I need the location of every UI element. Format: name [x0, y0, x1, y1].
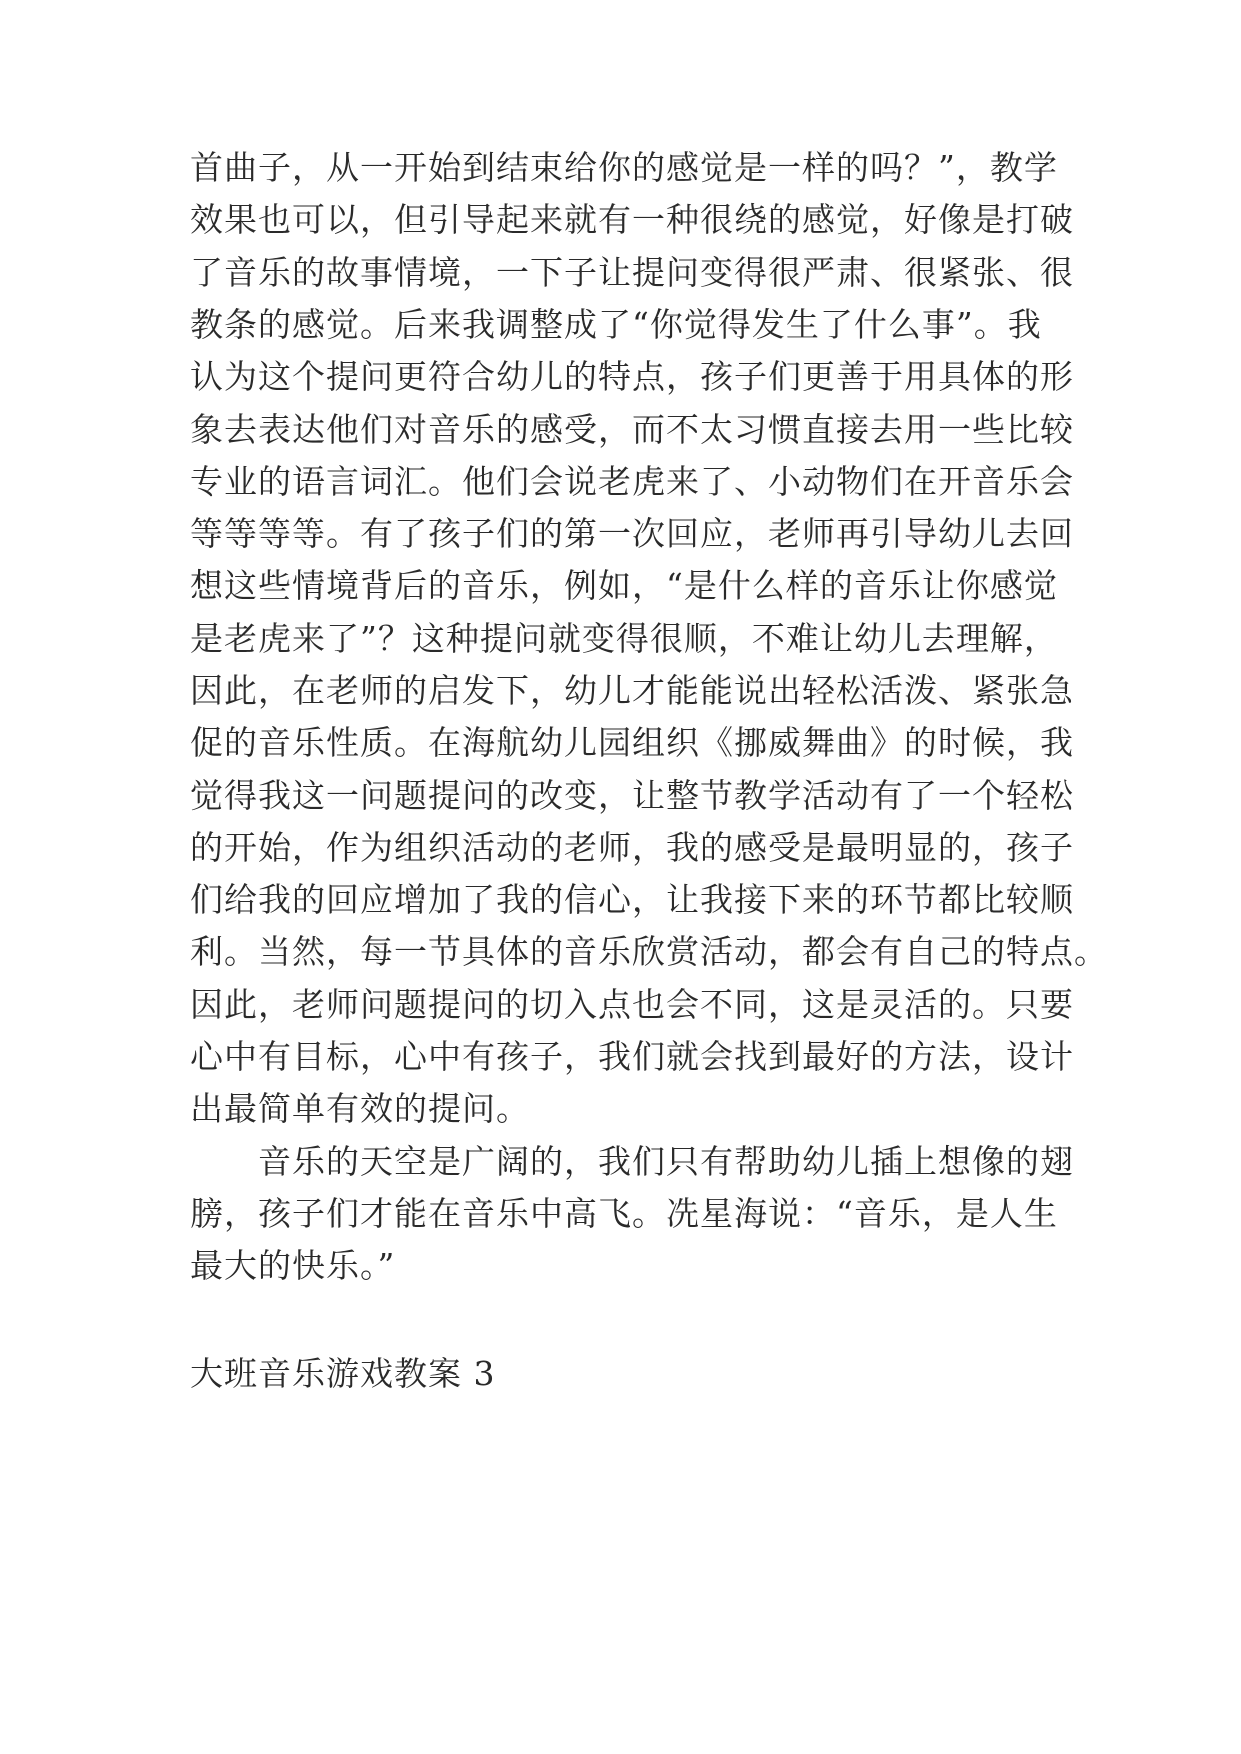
paragraph-line: 促的音乐性质。在海航幼儿园组织《挪威舞曲》的时候，我	[190, 723, 1074, 762]
paragraph-line: 膀，孩子们才能在音乐中高飞。冼星海说：“音乐，是人生	[190, 1194, 1058, 1233]
paragraph-line: 因此，在老师的启发下，幼儿才能能说出轻松活泼、紧张急	[190, 671, 1074, 710]
paragraph-line: 心中有目标，心中有孩子，我们就会找到最好的方法，设计	[190, 1037, 1074, 1076]
paragraph-line: 觉得我这一问题提问的改变，让整节教学活动有了一个轻松	[190, 776, 1074, 815]
paragraph-line: 教条的感觉。后来我调整成了“你觉得发生了什么事”。我	[190, 305, 1042, 344]
section-heading: 大班音乐游戏教案 3	[190, 1354, 496, 1393]
paragraph-line: 的开始，作为组织活动的老师，我的感受是最明显的，孩子	[190, 828, 1074, 867]
paragraph-line: 是老虎来了”？这种提问就变得很顺，不难让幼儿去理解，	[190, 619, 1058, 658]
paragraph-line: 最大的快乐。”	[190, 1246, 396, 1285]
paragraph-line: 们给我的回应增加了我的信心，让我接下来的环节都比较顺	[190, 880, 1074, 919]
paragraph-line: 等等等等。有了孩子们的第一次回应，老师再引导幼儿去回	[190, 514, 1074, 553]
paragraph-line: 象去表达他们对音乐的感受，而不太习惯直接去用一些比较	[190, 410, 1074, 449]
paragraph-line: 利。当然，每一节具体的音乐欣赏活动，都会有自己的特点。	[190, 932, 1108, 971]
paragraph-line: 首曲子，从一开始到结束给你的感觉是一样的吗？”，教学	[190, 148, 1058, 187]
paragraph-line: 了音乐的故事情境，一下子让提问变得很严肃、很紧张、很	[190, 253, 1074, 292]
paragraph-line: 想这些情境背后的音乐，例如，“是什么样的音乐让你感觉	[190, 566, 1058, 605]
paragraph-line: 专业的语言词汇。他们会说老虎来了、小动物们在开音乐会	[190, 462, 1074, 501]
paragraph-line: 认为这个提问更符合幼儿的特点，孩子们更善于用具体的形	[190, 357, 1074, 396]
paragraph-line: 效果也可以，但引导起来就有一种很绕的感觉，好像是打破	[190, 200, 1074, 239]
paragraph-line: 音乐的天空是广阔的，我们只有帮助幼儿插上想像的翅	[190, 1142, 1074, 1181]
paragraph-line: 因此，老师问题提问的切入点也会不同，这是灵活的。只要	[190, 985, 1074, 1024]
paragraph-line: 出最简单有效的提问。	[190, 1089, 530, 1128]
